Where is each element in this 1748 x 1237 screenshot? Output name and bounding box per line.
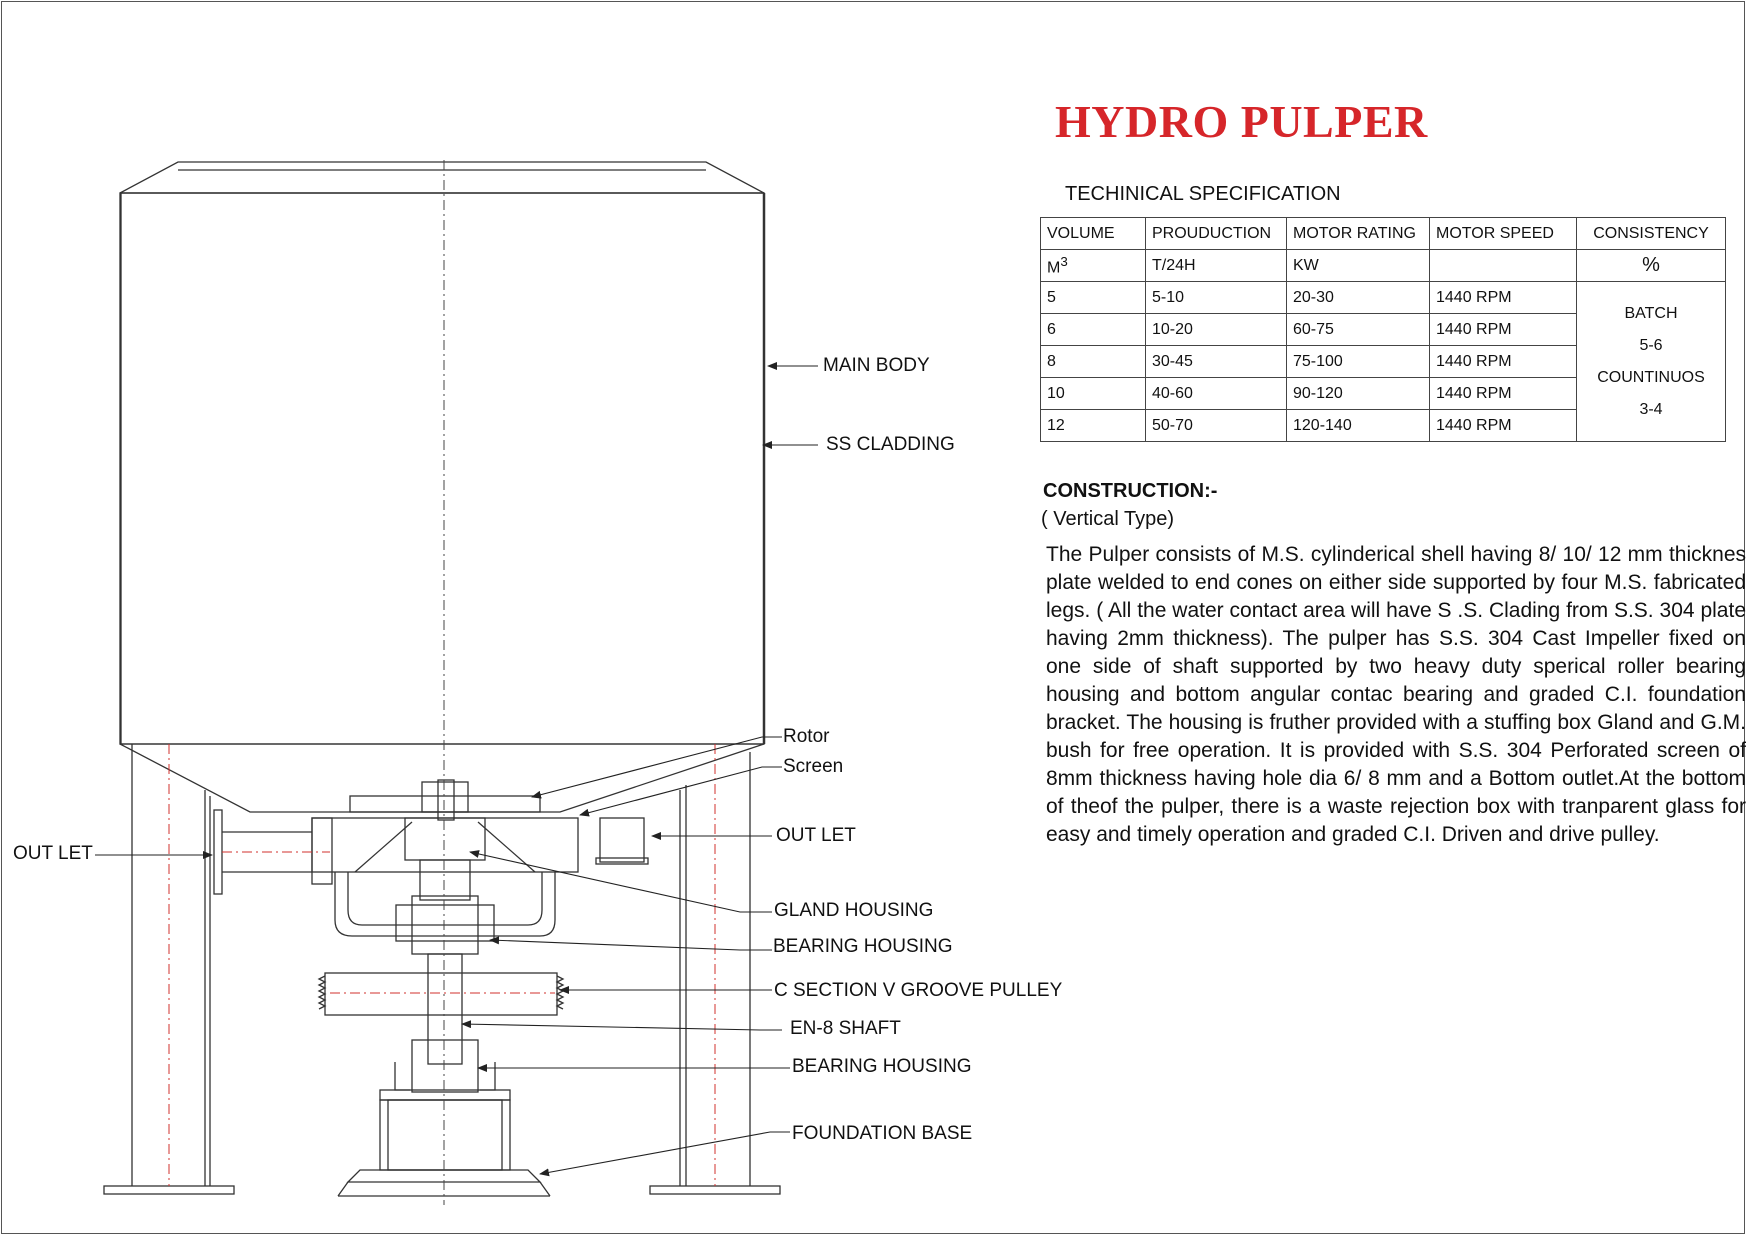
leader-screen xyxy=(580,767,782,815)
leader-rotor xyxy=(532,737,782,797)
table-units-row xyxy=(1041,250,1726,282)
unit-volume-text: M xyxy=(1047,259,1061,277)
leader-foundation xyxy=(540,1132,790,1174)
cell-production: 30-45 xyxy=(1146,346,1287,378)
consistency-continuous-value: 3-4 xyxy=(1639,400,1663,418)
cell-production: 50-70 xyxy=(1146,410,1287,442)
right-outlet-box xyxy=(600,818,644,862)
label-shaft: EN-8 SHAFT xyxy=(790,1018,901,1039)
cell-production: 10-20 xyxy=(1146,314,1287,346)
header-motor-speed: MOTOR SPEED xyxy=(1430,218,1577,250)
cell-motor-speed: 1440 RPM xyxy=(1430,346,1577,378)
leader-gland xyxy=(470,852,772,912)
cell-production: 40-60 xyxy=(1146,378,1287,410)
label-ss-cladding: SS CLADDING xyxy=(826,434,955,455)
table-header-row xyxy=(1041,218,1726,250)
label-pulley: C SECTION V GROOVE PULLEY xyxy=(774,980,1063,1001)
label-screen: Screen xyxy=(783,756,844,777)
label-outlet-left: OUT LET xyxy=(13,843,93,864)
cell-volume: 12 xyxy=(1041,410,1146,442)
unit-volume-sup: 3 xyxy=(1060,253,1068,269)
cell-volume: 5 xyxy=(1041,282,1146,314)
v-groove-pulley xyxy=(319,973,563,1015)
label-bearing-housing-lower: BEARING HOUSING xyxy=(792,1056,972,1077)
cell-volume: 8 xyxy=(1041,346,1146,378)
header-production: PROUDUCTION xyxy=(1146,218,1287,250)
cell-consistency-notes xyxy=(1577,282,1726,442)
unit-consistency: % xyxy=(1577,250,1726,282)
page-title: HYDRO PULPER xyxy=(1055,96,1428,147)
construction-heading: CONSTRUCTION:- xyxy=(1043,480,1218,502)
cell-motor-speed: 1440 RPM xyxy=(1430,282,1577,314)
cell-motor-speed: 1440 RPM xyxy=(1430,314,1577,346)
cell-motor-rating: 120-140 xyxy=(1287,410,1430,442)
consistency-continuous: COUNTINUOS xyxy=(1597,368,1705,386)
label-outlet-right: OUT LET xyxy=(776,825,856,846)
construction-description: The Pulper consists of M.S. cylinderical shell having 8/ 10/ 12 mm thicknes plate welded to end cones on either side supported by four M.S. fabricated legs. ( All the water contact area will have S .S. Clading from S.S. 304 plate having 2mm thickness). The pulper has S.S. 304 Cast Impeller fixed on one side of shaft supported by two heavy duty sperical roller bearing housing and bottom angular contac bearing and graded C.I. foundation bracket. The housing is fruther provided with a stuffing box Gland and G.M. bush for free operation. It is provided with S.S. 304 Perforated screen of 8mm thickness having hole dia 6/ 8 mm and a Bottom outlet.At the bottom of theof the pulper, there is a waste rejection box with tranparent glass for easy and timely operation and graded C.I. Driven and drive pulley. xyxy=(1046,543,1746,846)
bottom-cone xyxy=(120,744,764,812)
rotor-plate xyxy=(350,796,540,812)
screen-housing xyxy=(312,818,578,872)
cell-motor-rating: 20-30 xyxy=(1287,282,1430,314)
unit-production: T/24H xyxy=(1146,250,1287,282)
label-foundation-base: FOUNDATION BASE xyxy=(792,1123,973,1144)
spec-caption: TECHINICAL SPECIFICATION xyxy=(1065,183,1341,205)
lower-bearing-housing xyxy=(412,1040,478,1092)
header-motor-rating: MOTOR RATING xyxy=(1287,218,1430,250)
header-consistency: CONSISTENCY xyxy=(1577,218,1726,250)
label-gland-housing: GLAND HOUSING xyxy=(774,900,934,921)
cell-production: 5-10 xyxy=(1146,282,1287,314)
table-row xyxy=(1041,282,1726,314)
cell-volume: 10 xyxy=(1041,378,1146,410)
unit-motor-speed xyxy=(1430,250,1577,282)
label-rotor: Rotor xyxy=(783,726,830,747)
unit-motor-rating: KW xyxy=(1287,250,1430,282)
cell-motor-rating: 75-100 xyxy=(1287,346,1430,378)
consistency-batch-value: 5-6 xyxy=(1639,336,1663,354)
label-main-body: MAIN BODY xyxy=(823,355,930,376)
cell-volume: 6 xyxy=(1041,314,1146,346)
header-volume: VOLUME xyxy=(1041,218,1146,250)
cell-motor-speed: 1440 RPM xyxy=(1430,378,1577,410)
shaft xyxy=(428,954,462,1064)
unit-volume xyxy=(1041,250,1146,282)
leader-shaft xyxy=(462,1024,782,1030)
gland-housing xyxy=(405,818,485,860)
main-body-shell xyxy=(120,193,764,744)
consistency-batch: BATCH xyxy=(1624,304,1678,322)
cell-motor-rating: 60-75 xyxy=(1287,314,1430,346)
construction-subheading: ( Vertical Type) xyxy=(1041,508,1175,530)
cell-motor-speed: 1440 RPM xyxy=(1430,410,1577,442)
leader-bearing-upper xyxy=(490,940,772,950)
cell-motor-rating: 90-120 xyxy=(1287,378,1430,410)
spec-table xyxy=(1040,217,1726,442)
top-lid xyxy=(120,162,764,193)
label-bearing-housing-upper: BEARING HOUSING xyxy=(773,936,953,957)
